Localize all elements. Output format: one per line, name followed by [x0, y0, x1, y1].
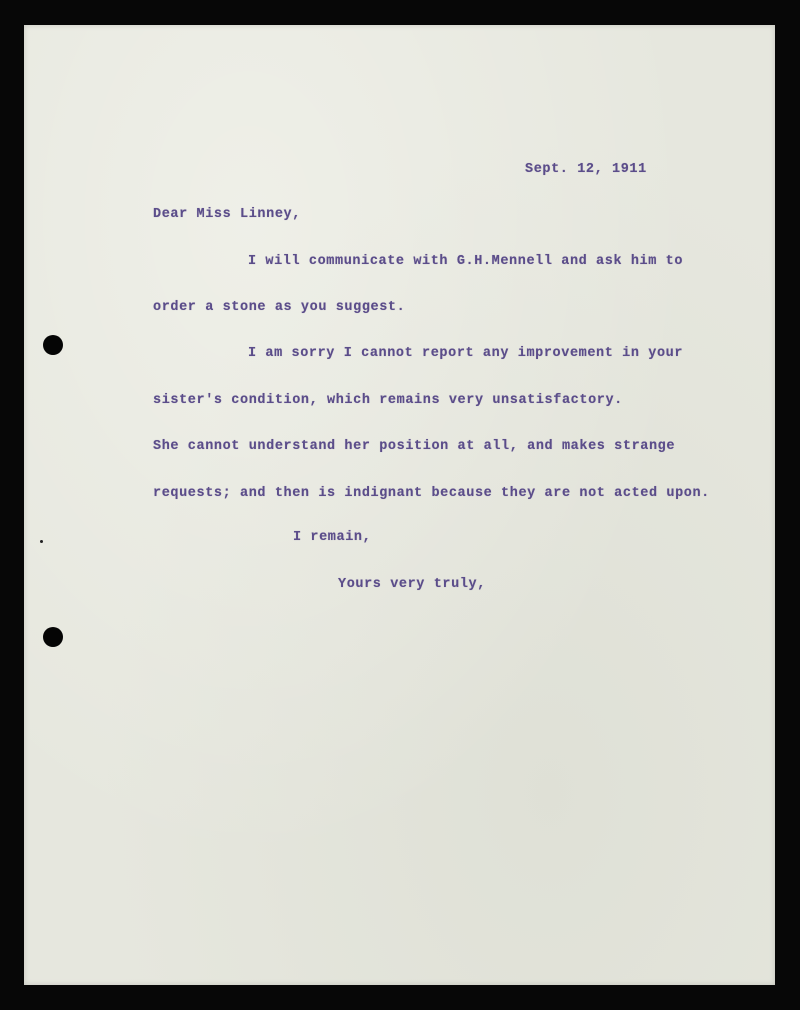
letter-date: Sept. 12, 1911	[525, 162, 647, 177]
paragraph-1-line-2: order a stone as you suggest.	[153, 300, 406, 315]
letter-salutation: Dear Miss Linney,	[153, 207, 301, 222]
paragraph-2-line-1: I am sorry I cannot report any improvement in your	[248, 346, 684, 361]
paper-speck	[40, 540, 43, 543]
letter-signoff: Yours very truly,	[338, 577, 486, 592]
letter-closing: I remain,	[293, 530, 372, 545]
punch-hole-top	[43, 335, 63, 355]
punch-hole-bottom	[43, 627, 63, 647]
paragraph-2-line-2: sister's condition, which remains very unsatisfactory.	[153, 393, 623, 408]
paragraph-3-line-1: She cannot understand her position at all, and makes strange	[153, 439, 676, 454]
paragraph-1-line-1: I will communicate with G.H.Mennell and ask him to	[248, 254, 684, 269]
letter-paper	[24, 25, 775, 985]
paragraph-3-line-2: requests; and then is indignant because they are not acted upon.	[153, 486, 710, 501]
